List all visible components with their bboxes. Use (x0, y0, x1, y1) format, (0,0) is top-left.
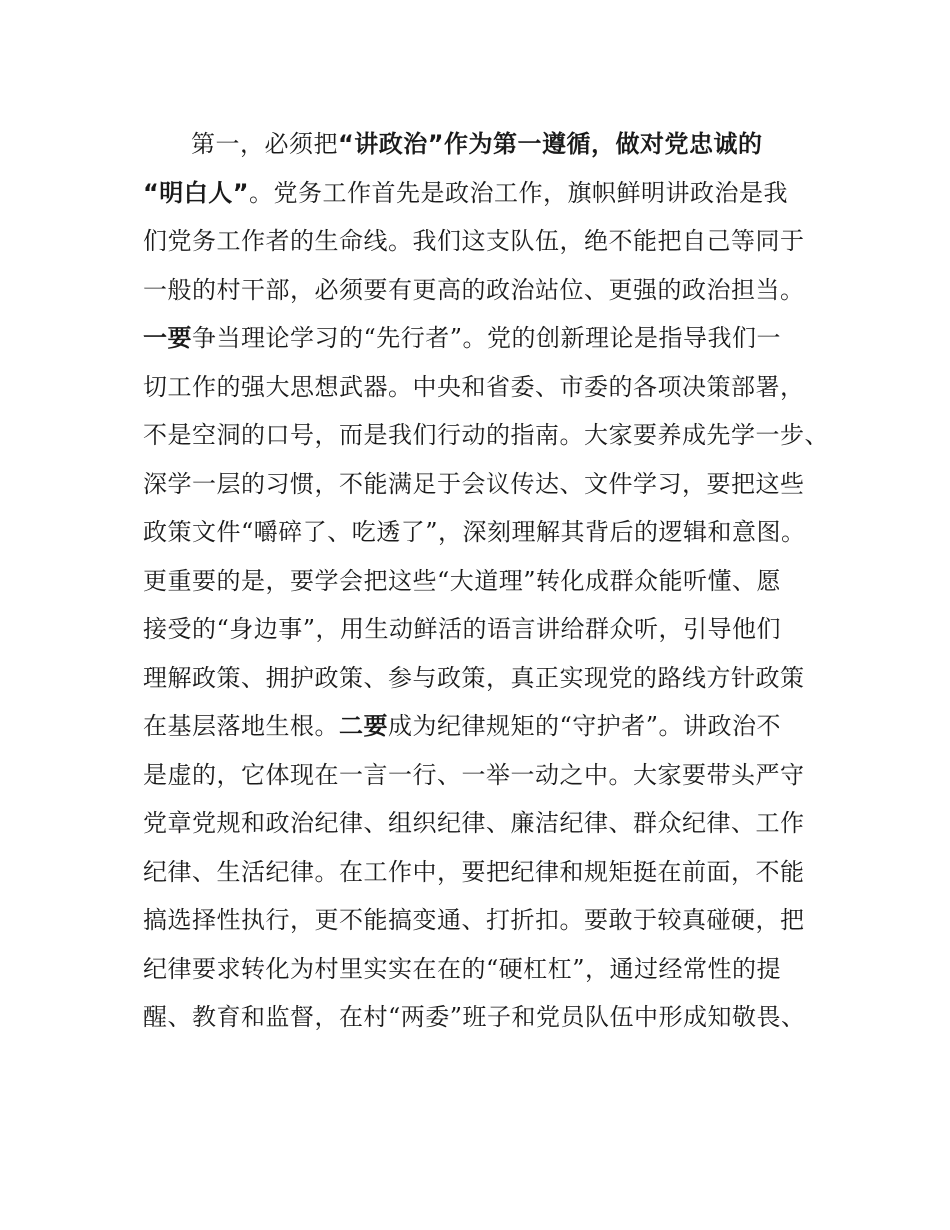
text-line (143, 557, 823, 606)
text-line (143, 217, 823, 266)
text-line (143, 896, 823, 945)
text-segment: 们党务工作者的生命线。我们这支队伍，绝不能把自己等同于 (143, 227, 805, 255)
text-line (143, 266, 823, 315)
text-segment: 党章党规和政治纪律、组织纪律、廉洁纪律、群众纪律、工作 (143, 809, 805, 837)
text-segment: 切工作的强大思想武器。中央和省委、市委的各项决策部署， (143, 372, 805, 401)
text-line (143, 848, 823, 897)
text-segment: 理解政策、拥护政策、参与政策，真正实现党的路线方针政策 (143, 663, 805, 692)
text-segment: 更重要的是，要学会把这些“大道理”转化成群众能听懂、愿 (143, 566, 782, 595)
text-segment: 成为纪律规矩的“守护者”。讲政治不 (388, 712, 782, 740)
text-line (143, 363, 823, 412)
text-line (143, 751, 823, 800)
bold-keyword-segment: 一要 (143, 324, 192, 352)
text-segment: 纪律、生活纪律。在工作中，要把纪律和规矩挺在前面，不能 (143, 857, 805, 886)
text-line (143, 411, 829, 460)
text-segment: 是虚的，它体现在一言一行、一举一动之中。大家要带头严守 (143, 760, 805, 789)
text-segment: 纪律要求转化为村里实实在在的“硬杠杠”，通过经常性的提 (143, 954, 782, 983)
text-segment: 深学一层的习惯，不能满足于会议传达、文件学习，要把这些 (143, 469, 805, 498)
text-line (143, 605, 823, 654)
text-line (143, 945, 823, 994)
text-segment: 争当理论学习的“先行者”。党的创新理论是指导我们一 (192, 324, 782, 352)
text-segment: 醒、教育和监督，在村“两委”班子和党员队伍中形成知敬畏、 (143, 1003, 806, 1031)
text-line (143, 508, 823, 557)
text-segment: 。党务工作首先是政治工作，旗帜鲜明讲政治是我 (249, 178, 789, 207)
text-segment: 接受的“身边事”，用生动鲜活的语言讲给群众听，引导他们 (143, 615, 782, 643)
text-segment: 不是空洞的口号，而是我们行动的指南。大家要养成先学一步、 (143, 421, 829, 449)
text-line (143, 654, 823, 703)
text-line (143, 169, 823, 218)
text-segment: 政策文件“嚼碎了、吃透了”，深刻理解其背后的逻辑和意图。 (143, 518, 806, 546)
text-segment: 第一，必须把 (191, 130, 338, 158)
text-segment: 搞选择性执行，更不能搞变通、打折扣。要敢于较真碰硬，把 (143, 906, 805, 934)
text-segment: 在基层落地生根。 (143, 712, 339, 740)
text-line (143, 702, 823, 751)
bold-keyword-segment: 二要 (339, 712, 388, 740)
text-line (143, 799, 823, 848)
bold-heading-segment: “明白人” (143, 178, 250, 207)
text-line (143, 314, 823, 363)
text-line (143, 120, 823, 169)
bold-heading-segment: “讲政治”作为第一遵循，做对党忠诚的 (338, 130, 763, 158)
document-body (143, 120, 829, 1042)
text-line (143, 460, 823, 509)
text-segment: 一般的村干部，必须要有更高的政治站位、更强的政治担当。 (143, 275, 805, 304)
text-line (143, 993, 823, 1042)
